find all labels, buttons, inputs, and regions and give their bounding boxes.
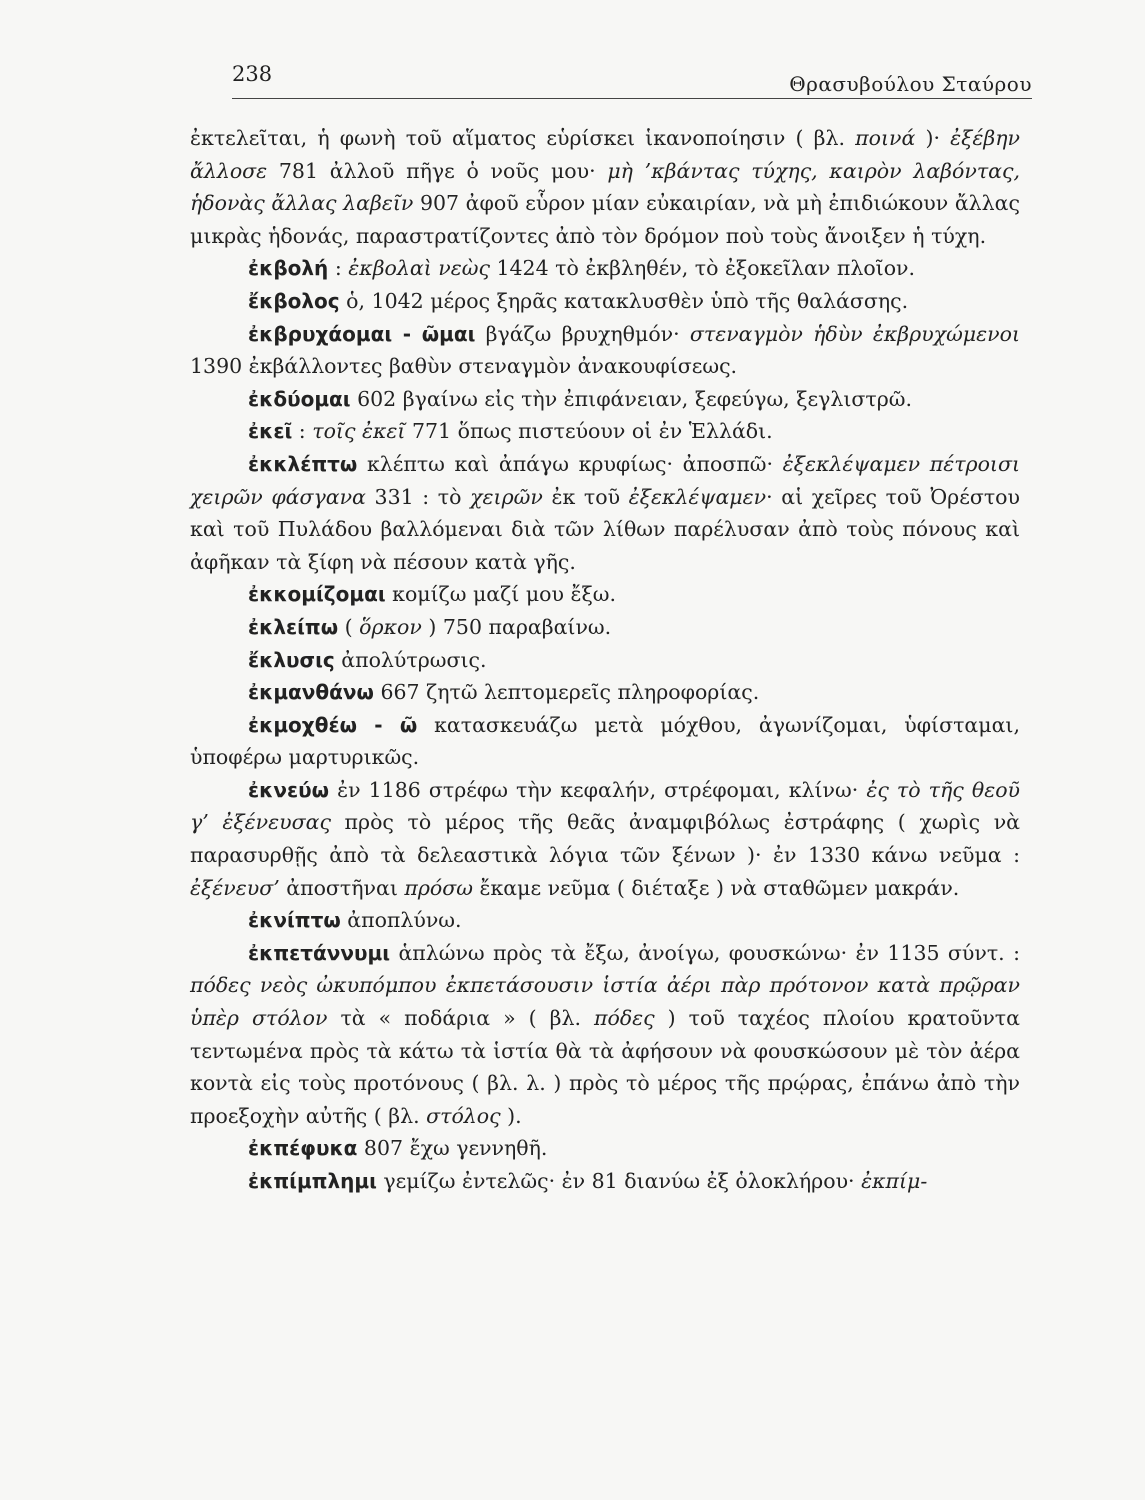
definition-text: : <box>328 256 349 281</box>
definition-text: κλέπτω καὶ ἀπάγω κρυφίως· ἀποσπῶ· <box>357 451 783 476</box>
dictionary-entry <box>190 318 1020 383</box>
page-number: 238 <box>232 62 273 86</box>
definition-text: 781 ἀλλοῦ πῆγε ὁ νοῦς μου· <box>267 158 608 183</box>
definition-text: 1390 ἐκβάλλοντες βαθὺν στεναγμὸν ἀνακουφίσεως. <box>190 354 738 379</box>
definition-text: )· <box>915 126 951 150</box>
dictionary-entry <box>190 1132 1020 1165</box>
headword: ἐκεῖ <box>248 419 293 444</box>
headword: ἐκνίπτω <box>248 908 341 933</box>
headword: ἐκμανθάνω <box>248 680 374 705</box>
quoted-text: ἐξέβην ἄλλοσε <box>190 126 1021 183</box>
dictionary-entry <box>190 937 1020 1133</box>
definition-text: ἐκτελεῖται, ἡ φωνὴ τοῦ αἵματος εὑρίσκει ἱκανοποίησιν ( βλ. <box>190 126 856 150</box>
headword: ἐκλείπω <box>248 614 339 639</box>
quoted-text: ἐκπίμ- <box>861 1169 928 1193</box>
definition-text: κατασκευάζω μετὰ μόχθου, ἀγωνίζομαι, ὑφίσταμαι, ὑποφέρω μαρτυρικῶς. <box>190 712 1020 770</box>
headword: ἐκδύομαι <box>248 386 351 411</box>
headword: ἐκπίμπλημι <box>248 1169 377 1193</box>
definition-text: 771 ὅπως πιστεύουν οἱ ἐν Ἑλλάδι. <box>405 419 773 444</box>
definition-text: ( <box>338 614 360 639</box>
quoted-text: στόλος <box>426 1103 501 1128</box>
quoted-text: ἐξεκλέψαμεν <box>628 484 767 509</box>
dictionary-entry <box>190 904 1020 937</box>
dictionary-entry <box>190 285 1020 318</box>
quoted-text: χειρῶν <box>470 484 543 509</box>
definition-text: ) τοῦ ταχέος πλοίου κρατοῦντα τεντωμένα πρὸς τὰ κάτω τὰ ἱστία θὰ τὰ ἀφήσουν νὰ φουσκώσουν μὲ τὸν ἀέρα κοντὰ εἰς τοὺς προτόνους ( βλ. λ. ) πρὸς τὸ μέρος τῆς πρῴρας, ἐπάνω ἀπὸ τὴν προεξοχὴν αὐτῆς ( βλ. <box>190 1006 1020 1128</box>
dictionary-entry <box>190 1165 1020 1198</box>
dictionary-entry <box>190 709 1020 774</box>
headword: ἔκβολος <box>248 288 340 313</box>
continued-entry <box>190 122 1020 252</box>
headword: ἐκβρυχάομαι - ῶμαι <box>248 321 476 346</box>
dictionary-entry <box>190 252 1020 285</box>
definition-text: 807 ἔχω γεννηθῆ. <box>357 1136 548 1161</box>
quoted-text: πόδες νεὸς ὠκυπόμπου ἐκπετάσουσιν ἱστία ἀέρι πὰρ πρότονον κατὰ πρῷραν ὑπὲρ στόλον <box>190 973 1020 1031</box>
quoted-text: μὴ ’κβάντας τύχης, καιρὸν λαβόντας, ἡδονὰς ἄλλας λαβεῖν <box>190 158 1020 216</box>
dictionary-entry <box>190 611 1020 644</box>
dictionary-entry <box>190 383 1020 416</box>
definition-text: ἐν 1186 στρέφω τὴν κεφαλήν, στρέφομαι, κλίνω· <box>329 777 867 802</box>
quoted-text: πόδες <box>594 1006 655 1031</box>
definition-text: 602 βγαίνω εἰς τὴν ἐπιφάνειαν, ξεφεύγω, ξεγλιστρῶ. <box>350 386 913 411</box>
definition-text: ἁπλώνω πρὸς τὰ ἔξω, ἀνοίγω, φουσκώνω· ἐν 1135 σύντ. : <box>390 940 1020 965</box>
quoted-text: στεναγμὸν ἡδὺν ἐκβρυχώμενοι <box>689 321 1020 346</box>
headword: ἐκπέφυκα <box>248 1136 358 1161</box>
definition-text: ἔκαμε νεῦμα ( διέταξε ) νὰ σταθῶμεν μακράν. <box>472 875 960 900</box>
lexicon-text <box>190 122 1020 1198</box>
quoted-text: ἐς τὸ τῆς θεοῦ γ’ ἐξένευσας <box>190 777 1020 835</box>
definition-text: πρὸς τὸ μέρος τῆς θεᾶς ἀναμφιβόλως ἐστράφης ( χωρὶς νὰ παρασυρθῇς ἀπὸ τὰ δελεαστικὰ λόγια τῶν ξένων )· ἐν 1330 κάνω νεῦμα : <box>190 810 1021 868</box>
definition-text: ἀποπλύνω. <box>340 908 462 933</box>
headword: ἐκπετάννυμι <box>248 940 391 965</box>
headword: ἐκμοχθέω - ῶ <box>248 712 418 737</box>
definition-text: 907 ἀφοῦ εὗρον μίαν εὐκαιρίαν, νὰ μὴ ἐπιδιώκουν ἄλλας μικρὰς ἡδονάς, παραστρατίζοντες ἀπὸ τὸν δρόμον ποὺ τοὺς ἄνοιξεν ἡ τύχη. <box>190 191 1020 248</box>
dictionary-entry <box>190 644 1020 677</box>
dictionary-entry <box>190 676 1020 709</box>
definition-text: ) 750 παραβαίνω. <box>421 614 612 639</box>
definition-text: βγάζω βρυχηθμόν· <box>475 321 690 346</box>
running-head: Θρασυβούλου Σταύρου <box>789 72 1032 96</box>
headword: ἐκβολή <box>248 256 329 281</box>
definition-text: 331 : τὸ <box>365 484 471 509</box>
headword: ἔκλυσις <box>248 647 335 672</box>
quoted-text: ποινά <box>855 126 916 150</box>
quoted-text: ἐξένευσ’ <box>190 875 280 900</box>
definition-text: ἀπολύτρωσις. <box>334 647 487 672</box>
definition-text: ). <box>500 1103 522 1128</box>
quoted-text: τοῖς ἐκεῖ <box>312 419 406 444</box>
quoted-text: ἐξεκλέψαμεν πέτροισι χειρῶν φάσγανα <box>190 451 1020 509</box>
definition-text: 667 ζητῶ λεπτομερεῖς πληροφορίας. <box>373 680 760 705</box>
definition-text: γεμίζω ἐντελῶς· ἐν 81 διανύω ἐξ ὁλοκλήρου· <box>376 1169 862 1193</box>
quoted-text: πρόσω <box>404 875 473 900</box>
page-header <box>232 58 1032 99</box>
dictionary-entry <box>190 448 1020 578</box>
quoted-text: ἐκβολαὶ νεὼς <box>348 256 490 281</box>
dictionary-entry <box>190 774 1020 904</box>
definition-text: τὰ « ποδάρια » ( βλ. <box>327 1006 595 1031</box>
definition-text: ἀποστῆναι <box>279 875 405 900</box>
definition-text: κομίζω μαζί μου ἔξω. <box>385 582 616 607</box>
definition-text: 1424 τὸ ἐκβληθέν, τὸ ἐξοκεῖλαν πλοῖον. <box>489 256 916 281</box>
dictionary-entry <box>190 578 1020 611</box>
definition-text: ἐκ τοῦ <box>542 484 629 509</box>
definition-text: : <box>292 419 313 444</box>
headword: ἐκκομίζομαι <box>248 582 386 607</box>
definition-text: ὁ, 1042 μέρος ξηρᾶς κατακλυσθὲν ὑπὸ τῆς θαλάσσης. <box>339 288 909 313</box>
headword: ἐκκλέπτω <box>248 451 358 476</box>
dictionary-entry <box>190 415 1020 448</box>
definition-text: · αἱ χεῖρες τοῦ Ὀρέστου καὶ τοῦ Πυλάδου βαλλόμεναι διὰ τῶν λίθων παρέλυσαν ἀπὸ τοὺς πόνους καὶ ἀφῆκαν τὰ ξίφη νὰ πέσουν κατὰ γῆς. <box>190 484 1020 574</box>
quoted-text: ὅρκον <box>359 614 422 639</box>
headword: ἐκνεύω <box>248 777 329 802</box>
